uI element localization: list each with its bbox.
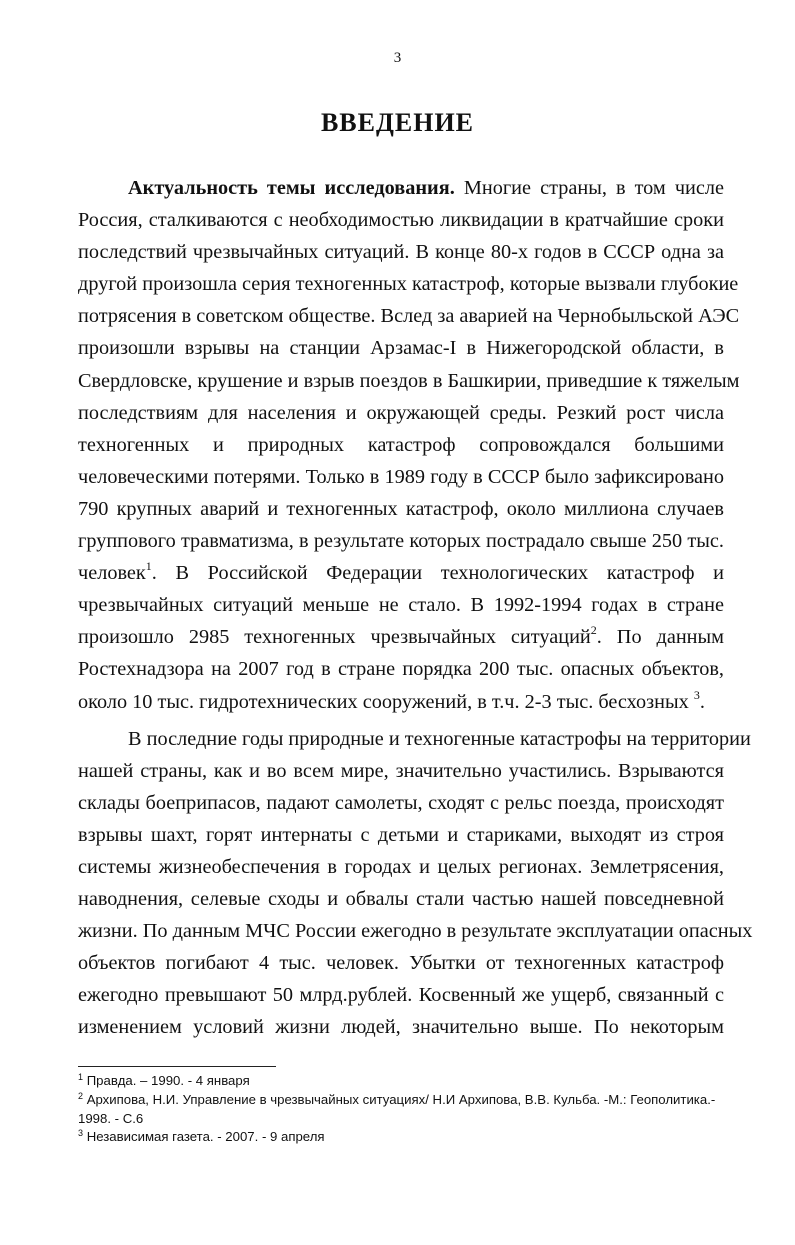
text-line: ежегодно превышают 50 млрд.рублей. Косвенный же ущерб, связанный с	[78, 984, 724, 1007]
text-line: системы жизнеобеспечения в городах и целых регионах. Землетрясения,	[78, 855, 724, 878]
footnote-mark: 3	[78, 1128, 84, 1138]
text-line: чрезвычайных ситуаций меньше не стало. В 1992-1994 годах в стране	[78, 594, 724, 617]
footnote-ref-3[interactable]: 3	[693, 687, 700, 702]
paragraph-1	[78, 172, 740, 718]
text-line: около 10 тыс. гидротехнических сооружений, в т.ч. 2-3 тыс. бесхозных $^3$.	[78, 687, 705, 713]
text-line: объектов погибают 4 тыс. человек. Убытки от техногенных катастроф	[78, 952, 724, 975]
text-line: 790 крупных аварий и техногенных катастроф, около миллиона случаев	[78, 497, 724, 520]
text-line: последствий чрезвычайных ситуаций. В конце 80-х годов в СССР одна за	[78, 241, 724, 264]
text-line: человеческими потерями. Только в 1989 году в СССР было зафиксировано	[78, 465, 724, 488]
footnote-mark: 1	[78, 1072, 84, 1082]
text-line: техногенных и природных катастроф сопровождался большими	[78, 433, 724, 456]
main-text	[78, 172, 753, 1044]
text-line: изменением условий жизни людей, значительно выше. По некоторым	[78, 1016, 724, 1039]
text-line: Актуальность темы исследования. Многие страны, в том числе	[128, 177, 724, 199]
text-line: другой произошла серия техногенных катастроф, которые вызвали глубокие	[78, 273, 739, 296]
text-line: Россия, сталкиваются с необходимостью ликвидации в кратчайшие сроки	[78, 209, 724, 232]
footnotes	[78, 1072, 728, 1147]
footnote-3: $^3$ Независимая газета. - 2007. - 9 апреля	[78, 1128, 325, 1144]
text-line: произошло 2985 техногенных чрезвычайных ситуаций$^2$. По данным	[78, 623, 724, 649]
page-number: 3	[393, 50, 402, 66]
text-line: потрясения в советском обществе. Вслед за аварией на Чернобыльской АЭС	[78, 305, 740, 328]
text-line: Свердловске, крушение и взрыв поездов в Башкирии, приведшие к тяжелым	[78, 369, 740, 392]
footnote-2: $^2$ Архипова, Н.И. Управление в чрезвычайных ситуациях/ Н.И Архипова, В.В. Кульба. -М.: Геополитика.- 1998. - С.6	[78, 1091, 716, 1126]
text-line: взрывы шахт, горят интернаты с детьми и стариками, выходят из строя	[78, 823, 724, 846]
footnote-1: $^1$ Правда. – 1990. - 4 января	[78, 1072, 250, 1088]
text-line: группового травматизма, в результате которых пострадало свыше 250 тыс.	[78, 530, 724, 553]
bold-lead: Актуальность темы исследования.	[128, 177, 455, 199]
text-line: жизни. По данным МЧС России ежегодно в результате эксплуатации опасных	[78, 920, 753, 943]
text-line: нашей страны, как и во всем мире, значительно участились. Взрываются	[78, 759, 724, 782]
footnote-ref-2[interactable]: 2	[590, 623, 597, 638]
page-title: ВВЕДЕНИЕ	[320, 108, 475, 137]
footnote-mark: 2	[78, 1091, 84, 1101]
text-line: Ростехнадзора на 2007 год в стране порядка 200 тыс. опасных объектов,	[78, 658, 724, 681]
text-line: В последние годы природные и техногенные катастрофы на территории	[128, 727, 751, 750]
text-line: последствиям для населения и окружающей среды. Резкий рост числа	[78, 401, 724, 424]
footnote-divider	[78, 1066, 276, 1067]
text-line: человек$^1$. В Российской Федерации технологических катастроф и	[78, 559, 724, 585]
text-line: склады боеприпасов, падают самолеты, сходят с рельс поезда, происходят	[78, 791, 724, 814]
paragraph-2	[78, 723, 753, 1044]
text-line: произошли взрывы на станции Арзамас-I в Нижегородской области, в	[78, 337, 724, 360]
text-line: наводнения, селевые сходы и обвалы стали частью нашей повседневной	[78, 888, 724, 911]
footnote-ref-1[interactable]: 1	[145, 559, 152, 574]
